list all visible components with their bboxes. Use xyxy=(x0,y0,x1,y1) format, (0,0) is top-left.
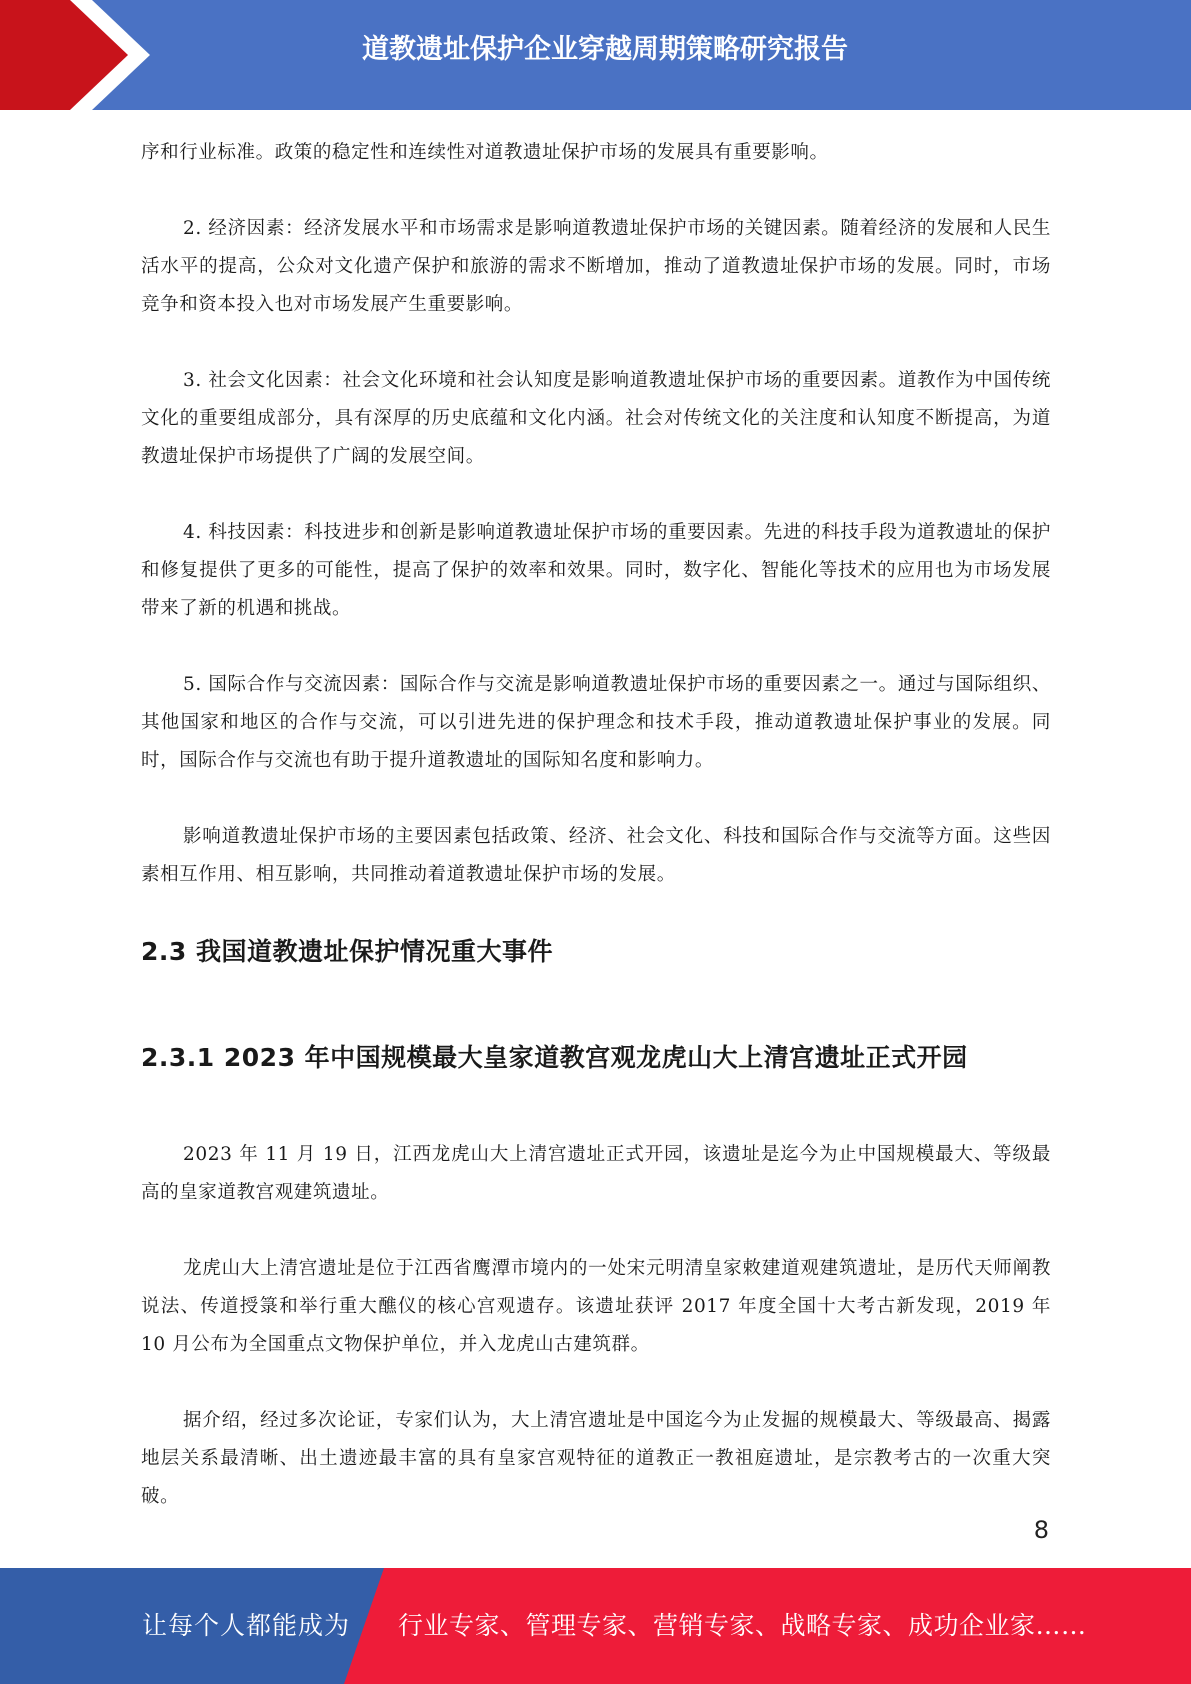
paragraph-international-factors: 5. 国际合作与交流因素：国际合作与交流是影响道教遗址保护市场的重要因素之一。通过与国际组织、其他国家和地区的合作与交流，可以引进先进的保护理念和技术手段，推动道教遗址保护事业的发展。同时，国际合作与交流也有助于提升道教遗址的国际知名度和影响力。 xyxy=(141,674,1051,771)
paragraph-summary: 影响道教遗址保护市场的主要因素包括政策、经济、社会文化、科技和国际合作与交流等方面。这些因素相互作用、相互影响，共同推动着道教遗址保护市场的发展。 xyxy=(141,826,1051,885)
paragraph-event-site-description: 龙虎山大上清宫遗址是位于江西省鹰潭市境内的一处宋元明清皇家敕建道观建筑遗址，是历代天师阐教说法、传道授箓和举行重大醮仪的核心宫观遗存。该遗址获评 2017 年度全国十大考古新发现，2019 年 10 月公布为全国重点文物保护单位，并入龙虎山古建筑群。 xyxy=(141,1258,1051,1355)
paragraph-technology-factors: 4. 科技因素：科技进步和创新是影响道教遗址保护市场的重要因素。先进的科技手段为道教遗址的保护和修复提供了更多的可能性，提高了保护的效率和效果。同时，数字化、智能化等技术的应用也为市场发展带来了新的机遇和挑战。 xyxy=(141,522,1051,619)
page-number: 8 xyxy=(1033,1516,1049,1544)
footer-slogan-right: 行业专家、管理专家、营销专家、战略专家、成功企业家…… xyxy=(398,1611,1087,1640)
page-footer xyxy=(0,1568,1191,1684)
header-title: 道教遗址保护企业穿越周期策略研究报告 xyxy=(362,34,848,65)
paragraph-event-opening: 2023 年 11 月 19 日，江西龙虎山大上清宫遗址正式开园，该遗址是迄今为止中国规模最大、等级最高的皇家道教宫观建筑遗址。 xyxy=(141,1144,1051,1203)
paragraph-economic-factors: 2. 经济因素：经济发展水平和市场需求是影响道教遗址保护市场的关键因素。随着经济的发展和人民生活水平的提高，公众对文化遗产保护和旅游的需求不断增加，推动了道教遗址保护市场的发展。同时，市场竞争和资本投入也对市场发展产生重要影响。 xyxy=(141,218,1051,315)
page-body xyxy=(141,134,1051,1554)
paragraph-intro-tail: 序和行业标准。政策的稳定性和连续性对道教遗址保护市场的发展具有重要影响。 xyxy=(141,142,829,163)
subsection-heading: 2.3.1 2023 年中国规模最大皇家道教宫观龙虎山大上清宫遗址正式开园 xyxy=(141,1043,968,1072)
footer-slogan-left: 让每个人都能成为 xyxy=(142,1611,351,1640)
page-header xyxy=(0,0,1191,110)
paragraph-social-culture-factors: 3. 社会文化因素：社会文化环境和社会认知度是影响道教遗址保护市场的重要因素。道教作为中国传统文化的重要组成部分，具有深厚的历史底蕴和文化内涵。社会对传统文化的关注度和认知度不断提高，为道教遗址保护市场提供了广阔的发展空间。 xyxy=(141,370,1051,467)
section-heading: 2.3 我国道教遗址保护情况重大事件 xyxy=(141,937,553,966)
paragraph-event-expert-opinion: 据介绍，经过多次论证，专家们认为，大上清宫遗址是中国迄今为止发掘的规模最大、等级最高、揭露地层关系最清晰、出土遗迹最丰富的具有皇家宫观特征的道教正一教祖庭遗址，是宗教考古的一次重大突破。 xyxy=(141,1410,1051,1507)
